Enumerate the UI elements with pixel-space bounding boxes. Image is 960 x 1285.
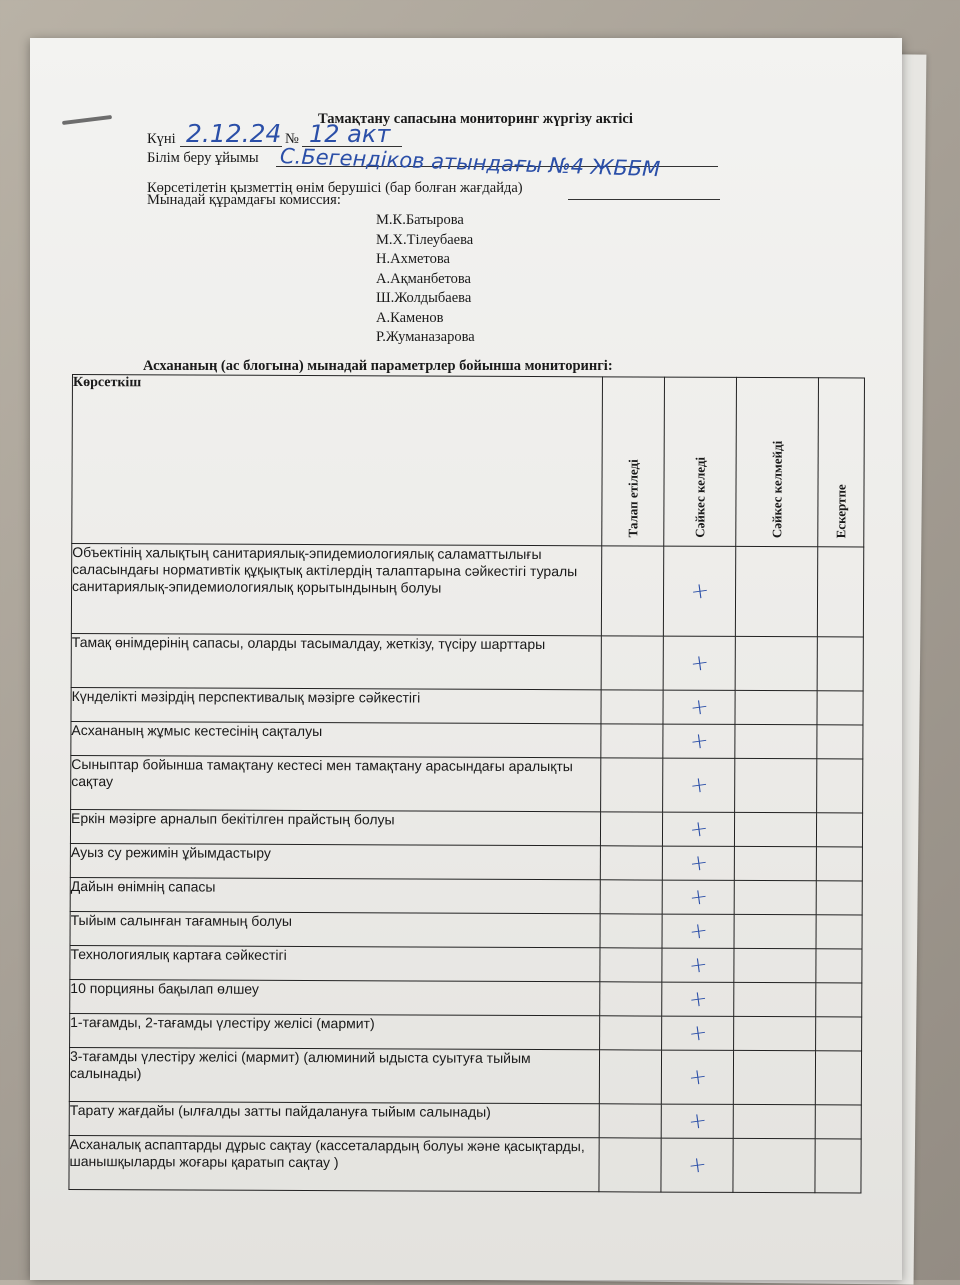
noncompliant-cell — [733, 1050, 815, 1104]
table-row — [70, 843, 862, 880]
indicator-cell: Технологиялық картаға сәйкестігі — [70, 945, 600, 981]
required-cell — [600, 846, 662, 880]
compliant-cell — [662, 812, 734, 846]
table-row — [71, 755, 863, 812]
compliant-cell — [662, 1016, 734, 1050]
date-value: 2.12.24 — [186, 119, 282, 148]
indicator-cell: Асханалық аспаптарды дұрыс сақтау (кассеталардың болуы және қасықтарды, шанышқыларды жоғары қаратып сақтау ) — [69, 1135, 599, 1191]
noncompliant-cell — [735, 546, 817, 636]
indicator-cell: Асхананың жұмыс кестесінің сақталуы — [71, 721, 601, 757]
monitoring-table — [68, 374, 865, 1193]
compliant-cell — [663, 636, 735, 690]
note-cell — [816, 1017, 862, 1051]
required-cell — [599, 1138, 661, 1192]
noncompliant-cell — [735, 724, 817, 758]
provider-underline — [568, 199, 720, 200]
commission-member: Н.Ахметова — [376, 251, 450, 267]
org-label: Білім беру ұйымы — [147, 150, 259, 166]
note-cell — [816, 983, 862, 1017]
note-cell — [817, 725, 863, 759]
table-row — [70, 877, 862, 914]
indicator-cell: Еркін мәзірге арналып бекітілген прайстың болуы — [70, 809, 600, 845]
check-mark: + — [687, 883, 710, 911]
noncompliant-cell — [734, 880, 816, 914]
noncompliant-cell — [734, 846, 816, 880]
table-row — [71, 544, 863, 637]
number-label: № — [285, 131, 299, 147]
noncompliant-cell — [734, 812, 816, 846]
required-cell — [601, 690, 663, 724]
noncompliant-cell — [734, 914, 816, 948]
indicator-cell: Тамақ өнімдерінің сапасы, оларды тасымалдау, жеткізу, түсіру шарттары — [71, 633, 601, 689]
noncompliant-cell — [735, 690, 817, 724]
required-cell — [600, 914, 662, 948]
check-mark: + — [687, 849, 710, 877]
header-compliant — [664, 377, 737, 546]
compliant-cell — [662, 948, 734, 982]
number-value: 12 акт — [309, 120, 391, 148]
header-required — [602, 377, 665, 546]
note-cell — [817, 547, 863, 637]
required-cell — [599, 1104, 661, 1138]
note-cell — [817, 691, 863, 725]
compliant-cell — [663, 546, 735, 636]
compliant-cell — [661, 1138, 733, 1192]
check-mark: + — [686, 1019, 709, 1047]
indicator-cell: 10 порцияны бақылап өлшеу — [70, 979, 600, 1015]
note-cell — [816, 813, 862, 847]
header-indicator: Көрсеткіш — [72, 375, 603, 546]
noncompliant-cell — [734, 982, 816, 1016]
commission-member: М.Х.Тілеубаева — [376, 231, 474, 248]
noncompliant-cell — [733, 1138, 815, 1192]
header-compliant-text: Сәйкес келеді — [691, 456, 708, 538]
table-row — [69, 1047, 861, 1104]
check-mark: + — [687, 917, 709, 945]
document-title: Тамақтану сапасына мониторинг жүргізу актісі — [318, 111, 633, 127]
check-mark: + — [688, 727, 710, 755]
note-cell — [816, 881, 862, 915]
table-row — [70, 1013, 862, 1050]
noncompliant-cell — [734, 1016, 816, 1050]
indicator-cell: Сыныптар бойынша тамақтану кестесі мен тамақтану арасындағы аралықты сақтау — [71, 755, 601, 811]
indicator-cell: 1-тағамды, 2-тағамды үлестіру желісі (мармит) — [70, 1013, 600, 1049]
check-mark: + — [686, 1151, 708, 1179]
compliant-cell — [661, 1050, 733, 1104]
indicator-cell: 3-тағамды үлестіру желісі (мармит) (алюминий ыдыста суытуға тыйым салынады) — [69, 1047, 599, 1103]
compliant-cell — [663, 690, 735, 724]
commission-member: Р.Жуманазарова — [376, 329, 475, 345]
commission-member: Ш.Жолдыбаева — [376, 290, 472, 306]
note-cell — [815, 1105, 861, 1139]
required-cell — [600, 1016, 662, 1050]
note-cell — [815, 1051, 861, 1105]
indicator-cell: Дайын өнімнің сапасы — [70, 877, 600, 913]
table-row — [69, 1101, 861, 1138]
indicator-cell: Күнделікті мәзірдің перспективалық мәзірге сәйкестігі — [71, 687, 601, 723]
commission-member: А.Ақманбетова — [376, 270, 471, 287]
check-mark: + — [686, 1107, 709, 1135]
compliant-cell — [662, 846, 734, 880]
indicator-cell: Тыйым салынған тағамның болуы — [70, 911, 600, 947]
org-value: С.Бегендіков атындағы №4 ЖББМ — [279, 144, 661, 182]
header-note-text: Ескертпе — [832, 484, 849, 539]
indicator-cell: Ауыз су режимін ұйымдастыру — [70, 843, 600, 879]
indicator-cell: Тарату жағдайы (ылғалды затты пайдалануға тыйым салынады) — [69, 1101, 599, 1137]
note-cell — [815, 1139, 861, 1193]
required-cell — [601, 636, 663, 690]
required-cell — [601, 724, 663, 758]
commission-member: М.К.Батырова — [376, 212, 464, 228]
header-required-text: Талап етіледі — [624, 459, 641, 538]
compliant-cell — [662, 914, 734, 948]
required-cell — [600, 982, 662, 1016]
table-row — [71, 633, 863, 690]
table-row — [70, 911, 862, 948]
required-cell — [600, 880, 662, 914]
header-noncompliant — [736, 377, 819, 546]
compliant-cell — [663, 758, 735, 812]
table-title: Асхананың (ас блогына) мынадай параметрлер бойынша мониторингі: — [143, 358, 613, 374]
noncompliant-cell — [733, 1104, 815, 1138]
commission-members — [376, 211, 475, 348]
provider-label: Көрсетілетін қызметтің өнім берушісі (бар болған жағдайда) — [147, 180, 523, 196]
commission-label: Мынадай құрамдағы комиссия: — [147, 192, 341, 208]
compliant-cell — [662, 982, 734, 1016]
note-cell — [816, 949, 862, 983]
note-cell — [816, 847, 862, 881]
check-mark: + — [688, 649, 711, 677]
noncompliant-cell — [735, 636, 817, 690]
date-label: Күні — [147, 131, 176, 147]
check-mark: + — [686, 985, 709, 1013]
check-mark: + — [687, 951, 709, 979]
note-cell — [817, 759, 863, 813]
note-cell — [816, 915, 862, 949]
table-header-row — [72, 375, 865, 547]
check-mark: + — [687, 771, 710, 799]
compliant-cell — [663, 724, 735, 758]
check-mark: + — [688, 577, 711, 605]
header-note — [818, 378, 865, 547]
compliant-cell — [661, 1104, 733, 1138]
required-cell — [601, 546, 663, 636]
noncompliant-cell — [734, 948, 816, 982]
check-mark: + — [688, 693, 710, 721]
required-cell — [600, 948, 662, 982]
note-cell — [817, 637, 863, 691]
noncompliant-cell — [735, 758, 817, 812]
required-cell — [600, 812, 662, 846]
table-row — [71, 687, 863, 724]
table-row — [69, 1135, 861, 1192]
check-mark: + — [686, 1063, 709, 1091]
indicator-cell: Объектінің халықтың санитариялық-эпидемиологиялық саламаттылығы саласындағы нормативтік құқықтық актілердің талаптарына сәйкестігі туралы санитариялық-эпидемиологиялық қорытындының болуы — [71, 544, 601, 636]
table-row — [70, 979, 862, 1016]
commission-member: А.Каменов — [376, 309, 444, 326]
compliant-cell — [662, 880, 734, 914]
check-mark: + — [687, 815, 710, 843]
required-cell — [599, 1050, 661, 1104]
table-row — [70, 945, 862, 982]
required-cell — [601, 758, 663, 812]
header-noncompliant-text: Сәйкес келмейді — [768, 440, 785, 539]
table-row — [70, 809, 862, 846]
table-row — [71, 721, 863, 758]
